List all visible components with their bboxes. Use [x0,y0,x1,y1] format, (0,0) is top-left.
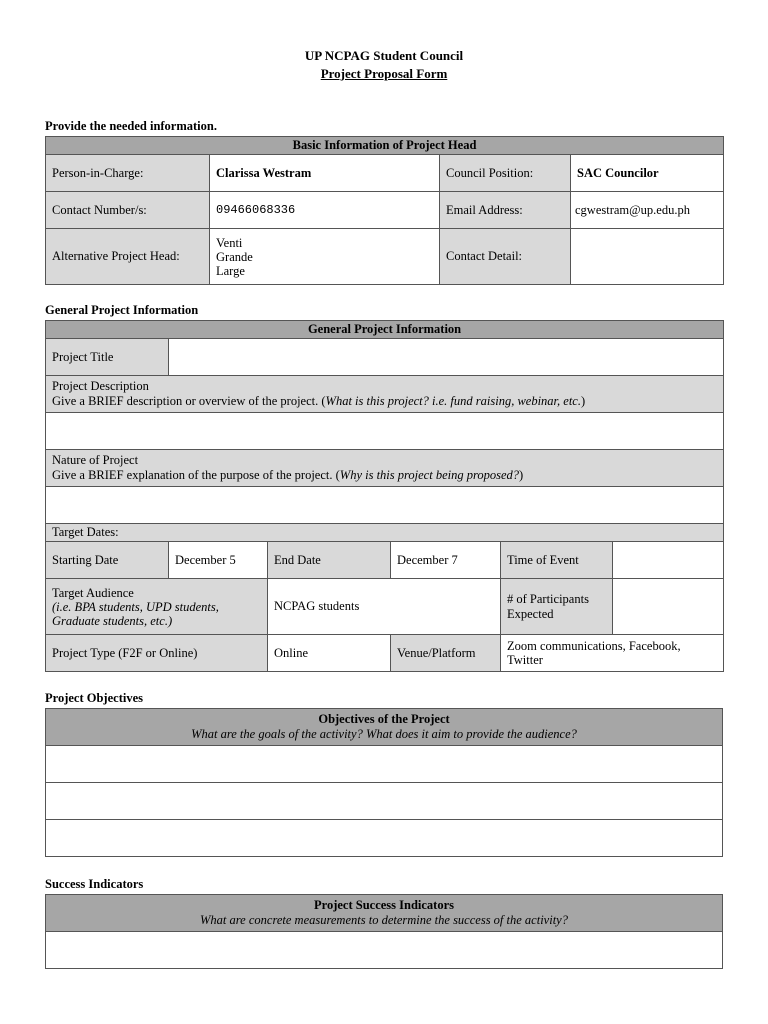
alternative-head-label: Alternative Project Head: [46,229,210,285]
target-dates-label: Target Dates: [46,524,724,542]
contact-detail-label: Contact Detail: [440,229,571,285]
project-type-label: Project Type (F2F or Online) [46,635,268,672]
person-in-charge-label: Person-in-Charge: [46,155,210,192]
section-heading-objectives: Project Objectives [45,691,143,705]
section-heading-general: General Project Information [45,303,199,317]
council-position-value[interactable]: SAC Councilor [571,155,724,192]
general-info-title: General Project Information [46,321,724,339]
contact-detail-value[interactable] [571,229,724,285]
end-date-label: End Date [268,542,391,579]
time-of-event-label: Time of Event [501,542,613,579]
success-indicators-title: Project Success Indicators [313,898,455,912]
nature-of-project-prompt: Give a BRIEF explanation of the purpose of the project. (Why is this project being proposed?) [52,468,524,482]
project-description-header [46,376,724,413]
success-indicators-subtitle: What are concrete measurements to determine the success of the activity? [200,913,568,927]
target-audience-value[interactable]: NCPAG students [268,579,501,635]
objectives-table [45,708,723,857]
objectives-header [46,709,723,746]
objective-row[interactable] [46,746,723,783]
nature-of-project-value[interactable] [46,487,724,524]
project-description-label: Project Description [52,379,149,393]
alternative-head-option: Venti [216,235,243,250]
alternative-head-option: Grande [216,249,253,264]
time-of-event-value[interactable] [613,542,724,579]
section-heading-basic: Provide the needed information. [45,119,217,133]
email-address-label: Email Address: [440,192,571,229]
alternative-head-option: Large [216,263,245,278]
basic-info-table [45,136,724,285]
contact-number-label: Contact Number/s: [46,192,210,229]
council-position-label: Council Position: [440,155,571,192]
email-address-value[interactable]: cgwestram@up.edu.ph [571,192,724,229]
end-date-value[interactable]: December 7 [391,542,501,579]
starting-date-value[interactable]: December 5 [169,542,268,579]
form-title: Project Proposal Form [320,66,448,81]
project-title-label: Project Title [46,339,169,376]
project-description-value[interactable] [46,413,724,450]
participants-value[interactable] [613,579,724,635]
venue-platform-value[interactable]: Zoom communications, Facebook, Twitter [501,635,724,672]
alternative-head-value[interactable] [210,229,440,285]
section-heading-success: Success Indicators [45,877,144,891]
participants-label: # of Participants Expected [501,579,613,635]
project-description-prompt: Give a BRIEF description or overview of the project. (What is this project? i.e. fund raising, webinar, etc.) [52,394,586,408]
basic-info-title: Basic Information of Project Head [46,137,724,155]
target-audience-label: Target Audience [52,585,134,600]
objective-row[interactable] [46,783,723,820]
objective-row[interactable] [46,820,723,857]
person-in-charge-value[interactable]: Clarissa Westram [210,155,440,192]
success-indicator-row[interactable] [46,932,723,969]
nature-of-project-header [46,450,724,487]
target-audience-hint: (i.e. BPA students, UPD students, Graduate students, etc.) [52,599,219,628]
success-indicators-header [46,895,723,932]
project-type-value[interactable]: Online [268,635,391,672]
starting-date-label: Starting Date [46,542,169,579]
general-info-table [45,320,724,672]
venue-platform-label: Venue/Platform [391,635,501,672]
contact-number-value[interactable]: 09466068336 [210,192,440,229]
success-indicators-table [45,894,723,969]
objectives-subtitle: What are the goals of the activity? What does it aim to provide the audience? [191,727,577,741]
target-audience-header [46,579,268,635]
council-title: UP NCPAG Student Council [304,48,464,63]
nature-of-project-label: Nature of Project [52,453,139,467]
objectives-title: Objectives of the Project [318,712,450,726]
project-title-value[interactable] [169,339,724,376]
